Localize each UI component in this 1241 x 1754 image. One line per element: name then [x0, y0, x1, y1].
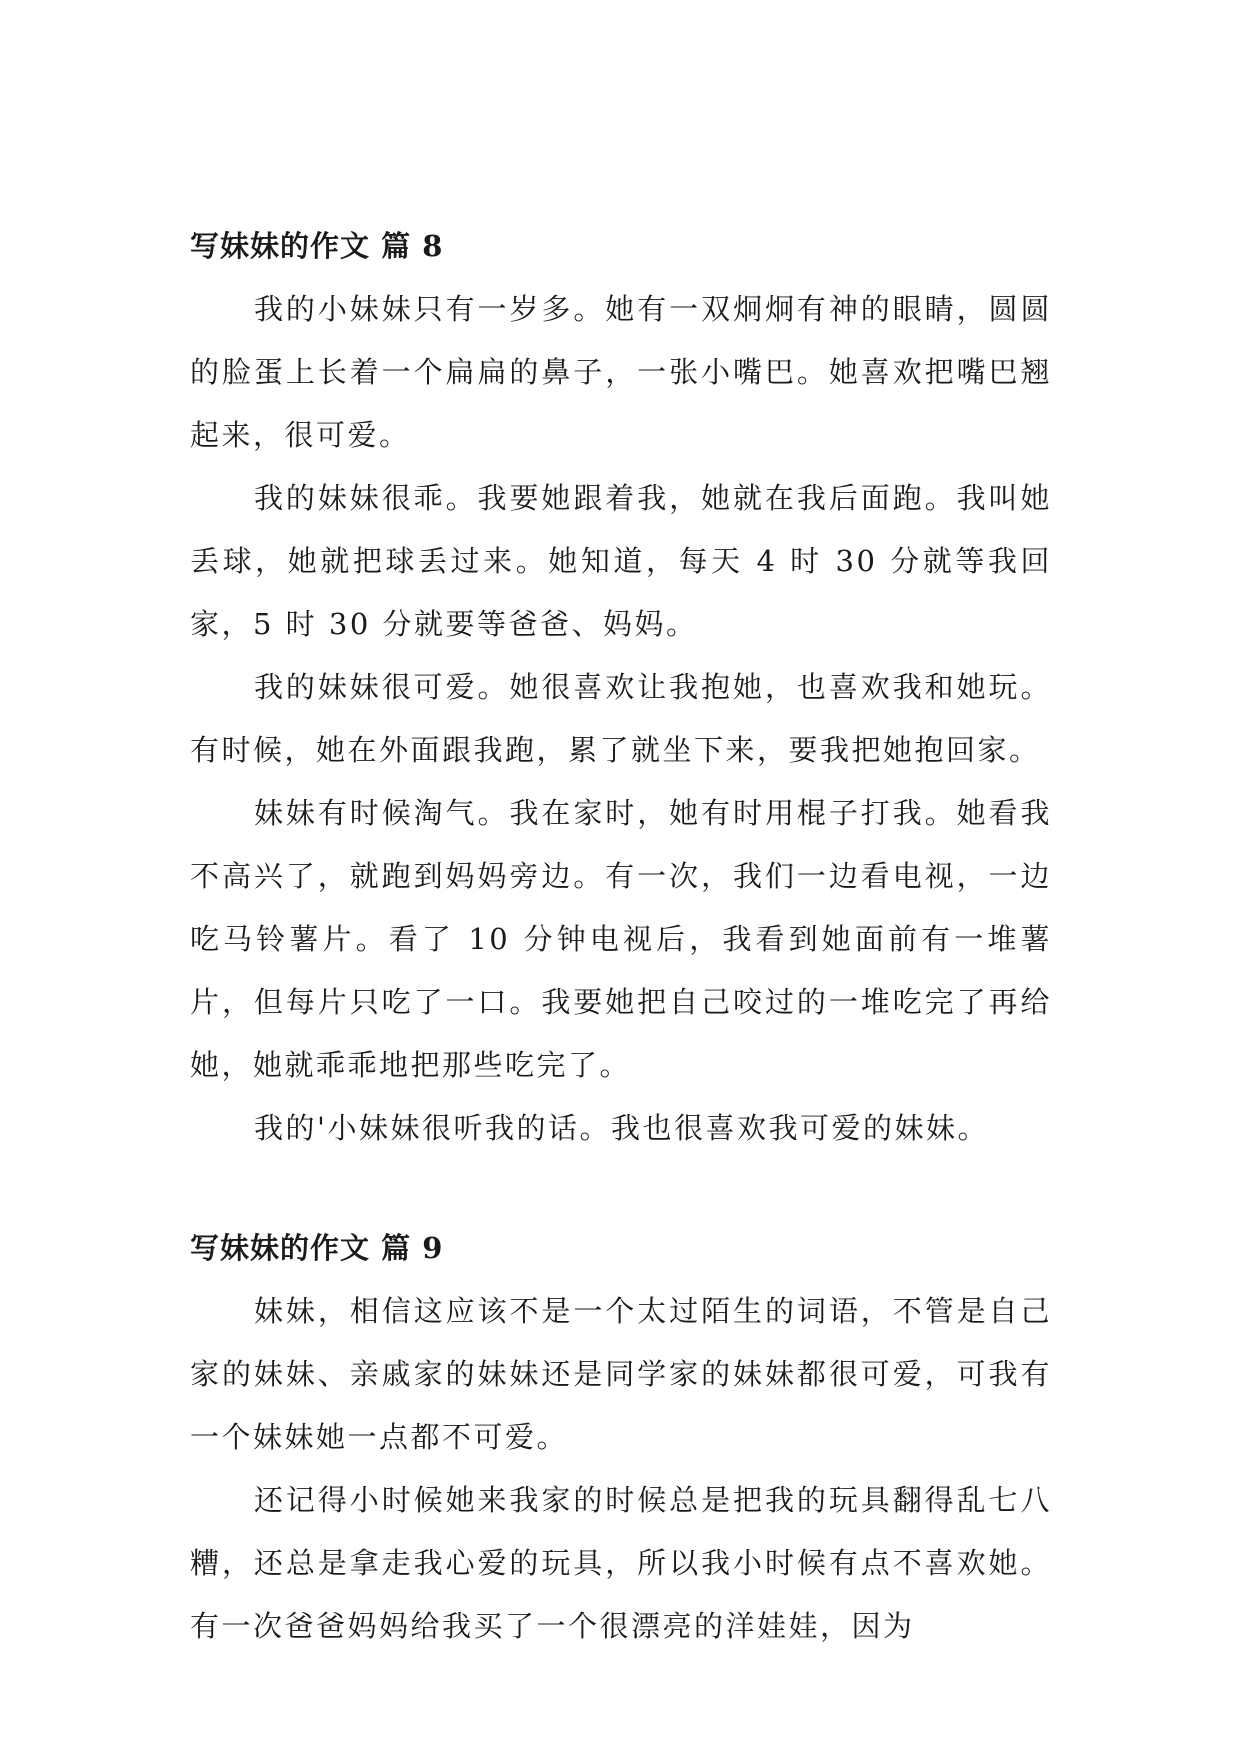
paragraph: 我的小妹妹只有一岁多。她有一双炯炯有神的眼睛，圆圆的脸蛋上长着一个扁扁的鼻子，一张小嘴巴。她喜欢把嘴巴翘起来，很可爱。 — [190, 292, 1052, 452]
paragraph: 我的妹妹很乖。我要她跟着我，她就在我后面跑。我叫她丢球，她就把球丢过来。她知道，每天 4 时 30 分就等我回家，5 时 30 分就要等爸爸、妈妈。 — [190, 481, 1052, 641]
section-heading: 写妹妹的作文 篇 8 — [190, 229, 444, 263]
paragraph: 还记得小时候她来我家的时候总是把我的玩具翻得乱七八糟，还总是拿走我心爱的玩具，所以我小时候有点不喜欢她。有一次爸爸妈妈给我买了一个很漂亮的洋娃娃，因为 — [190, 1483, 1052, 1643]
paragraph: 我的'小妹妹很听我的话。我也很喜欢我可爱的妹妹。 — [254, 1111, 989, 1145]
essay-section-9 — [190, 1217, 1052, 1658]
paragraph: 我的妹妹很可爱。她很喜欢让我抱她，也喜欢我和她玩。有时候，她在外面跟我跑，累了就坐下来，要我把她抱回家。 — [190, 670, 1052, 767]
document-content — [190, 215, 1052, 1658]
paragraph: 妹妹有时候淘气。我在家时，她有时用棍子打我。她看我不高兴了，就跑到妈妈旁边。有一次，我们一边看电视，一边吃马铃薯片。看了 10 分钟电视后，我看到她面前有一堆薯片，但每片只吃了一口。我要她把自己咬过的一堆吃完了再给她，她就乖乖地把那些吃完了。 — [190, 796, 1052, 1082]
essay-section-8 — [190, 215, 1052, 1160]
paragraph: 妹妹，相信这应该不是一个太过陌生的词语，不管是自己家的妹妹、亲戚家的妹妹还是同学家的妹妹都很可爱，可我有一个妹妹她一点都不可爱。 — [190, 1294, 1052, 1454]
section-heading: 写妹妹的作文 篇 9 — [190, 1231, 444, 1265]
